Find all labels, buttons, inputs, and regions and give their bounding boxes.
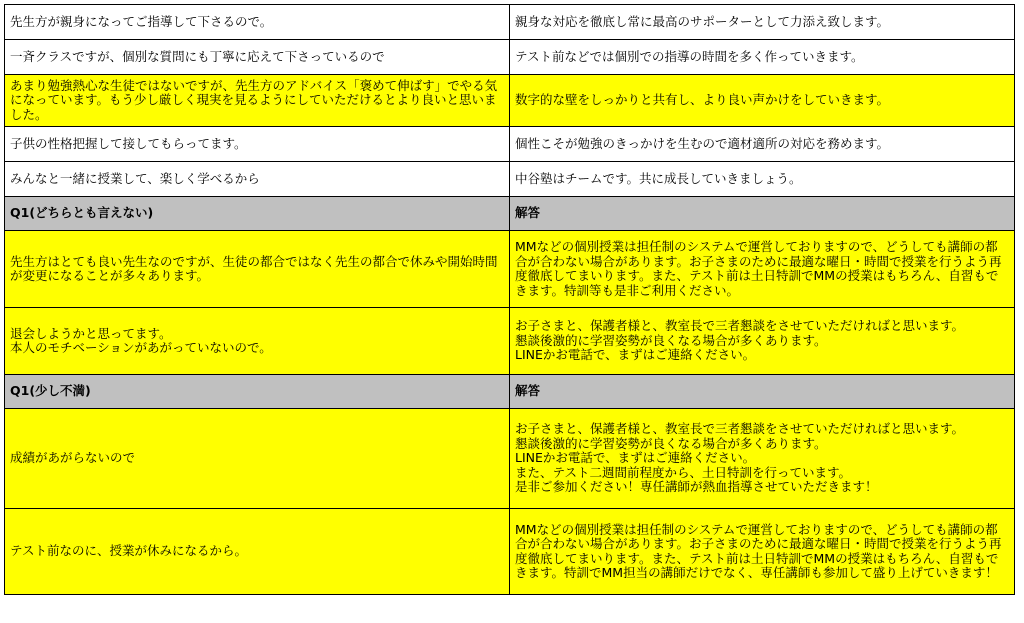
table-row (5, 5, 1015, 40)
comment-cell: 子供の性格把握して接してもらってます。 (5, 127, 510, 162)
table-row (5, 308, 1015, 375)
survey-response-table (4, 4, 1015, 595)
question-header: Q1(どちらとも言えない) (5, 197, 510, 231)
comment-cell: 先生方が親身になってご指導して下さるので。 (5, 5, 510, 40)
answer-cell: お子さまと、保護者様と、教室長で三者懇談をさせていただければと思います。 懇談後激的に学習姿勢が良くなる場合が多くあります。 LINEかお電話で、まずはご連絡ください。 (510, 308, 1015, 375)
answer-header: 解答 (510, 197, 1015, 231)
section-header-row (5, 375, 1015, 409)
comment-cell: みんなと一緒に授業して、楽しく学べるから (5, 162, 510, 197)
answer-cell: MMなどの個別授業は担任制のシステムで運営しておりますので、どうしても講師の都合が合わない場合があります。お子さまのために最適な曜日・時間で授業を行うよう再度徹底してまいります。また、テスト前は土日特訓でMMの授業はもちろん、自習もできます。特訓でMM担当の講師だけでなく、専任講師も参加して盛り上げていきます！ (510, 509, 1015, 595)
comment-cell: 退会しようかと思ってます。 本人のモチベーションがあがっていないので。 (5, 308, 510, 375)
comment-cell: 先生方はとても良い先生なのですが、生徒の都合ではなく先生の都合で休みや開始時間が変更になることが多々あります。 (5, 231, 510, 308)
comment-cell: テスト前なのに、授業が休みになるから。 (5, 509, 510, 595)
answer-cell: 数字的な壁をしっかりと共有し、より良い声かけをしていきます。 (510, 75, 1015, 127)
question-header: Q1(少し不満) (5, 375, 510, 409)
table-row (5, 231, 1015, 308)
comment-cell: あまり勉強熱心な生徒ではないですが、先生方のアドバイス「褒めて伸ばす」でやる気になっています。もう少し厳しく現実を見るようにしていただけるとより良いと思いました。 (5, 75, 510, 127)
table-row (5, 162, 1015, 197)
table-row (5, 509, 1015, 595)
answer-cell: テスト前などでは個別での指導の時間を多く作っていきます。 (510, 40, 1015, 75)
table-row (5, 409, 1015, 509)
comment-cell: 成績があがらないので (5, 409, 510, 509)
table-row (5, 127, 1015, 162)
answer-cell: 中谷塾はチームです。共に成長していきましょう。 (510, 162, 1015, 197)
answer-cell: 個性こそが勉強のきっかけを生むので適材適所の対応を務めます。 (510, 127, 1015, 162)
table-row (5, 40, 1015, 75)
answer-header: 解答 (510, 375, 1015, 409)
comment-cell: 一斉クラスですが、個別な質問にも丁寧に応えて下さっているので (5, 40, 510, 75)
answer-cell: 親身な対応を徹底し常に最高のサポーターとして力添え致します。 (510, 5, 1015, 40)
answer-cell: MMなどの個別授業は担任制のシステムで運営しておりますので、どうしても講師の都合が合わない場合があります。お子さまのために最適な曜日・時間で授業を行うよう再度徹底してまいります。また、テスト前は土日特訓でMMの授業はもちろん、自習もできます。特訓等も是非ご利用ください。 (510, 231, 1015, 308)
table-row (5, 75, 1015, 127)
section-header-row (5, 197, 1015, 231)
answer-cell: お子さまと、保護者様と、教室長で三者懇談をさせていただければと思います。 懇談後激的に学習姿勢が良くなる場合が多くあります。 LINEかお電話で、まずはご連絡ください。 また、テスト二週間前程度から、土日特訓を行っています。 是非ご参加ください！専任講師が熱血指導させていただきます！ (510, 409, 1015, 509)
